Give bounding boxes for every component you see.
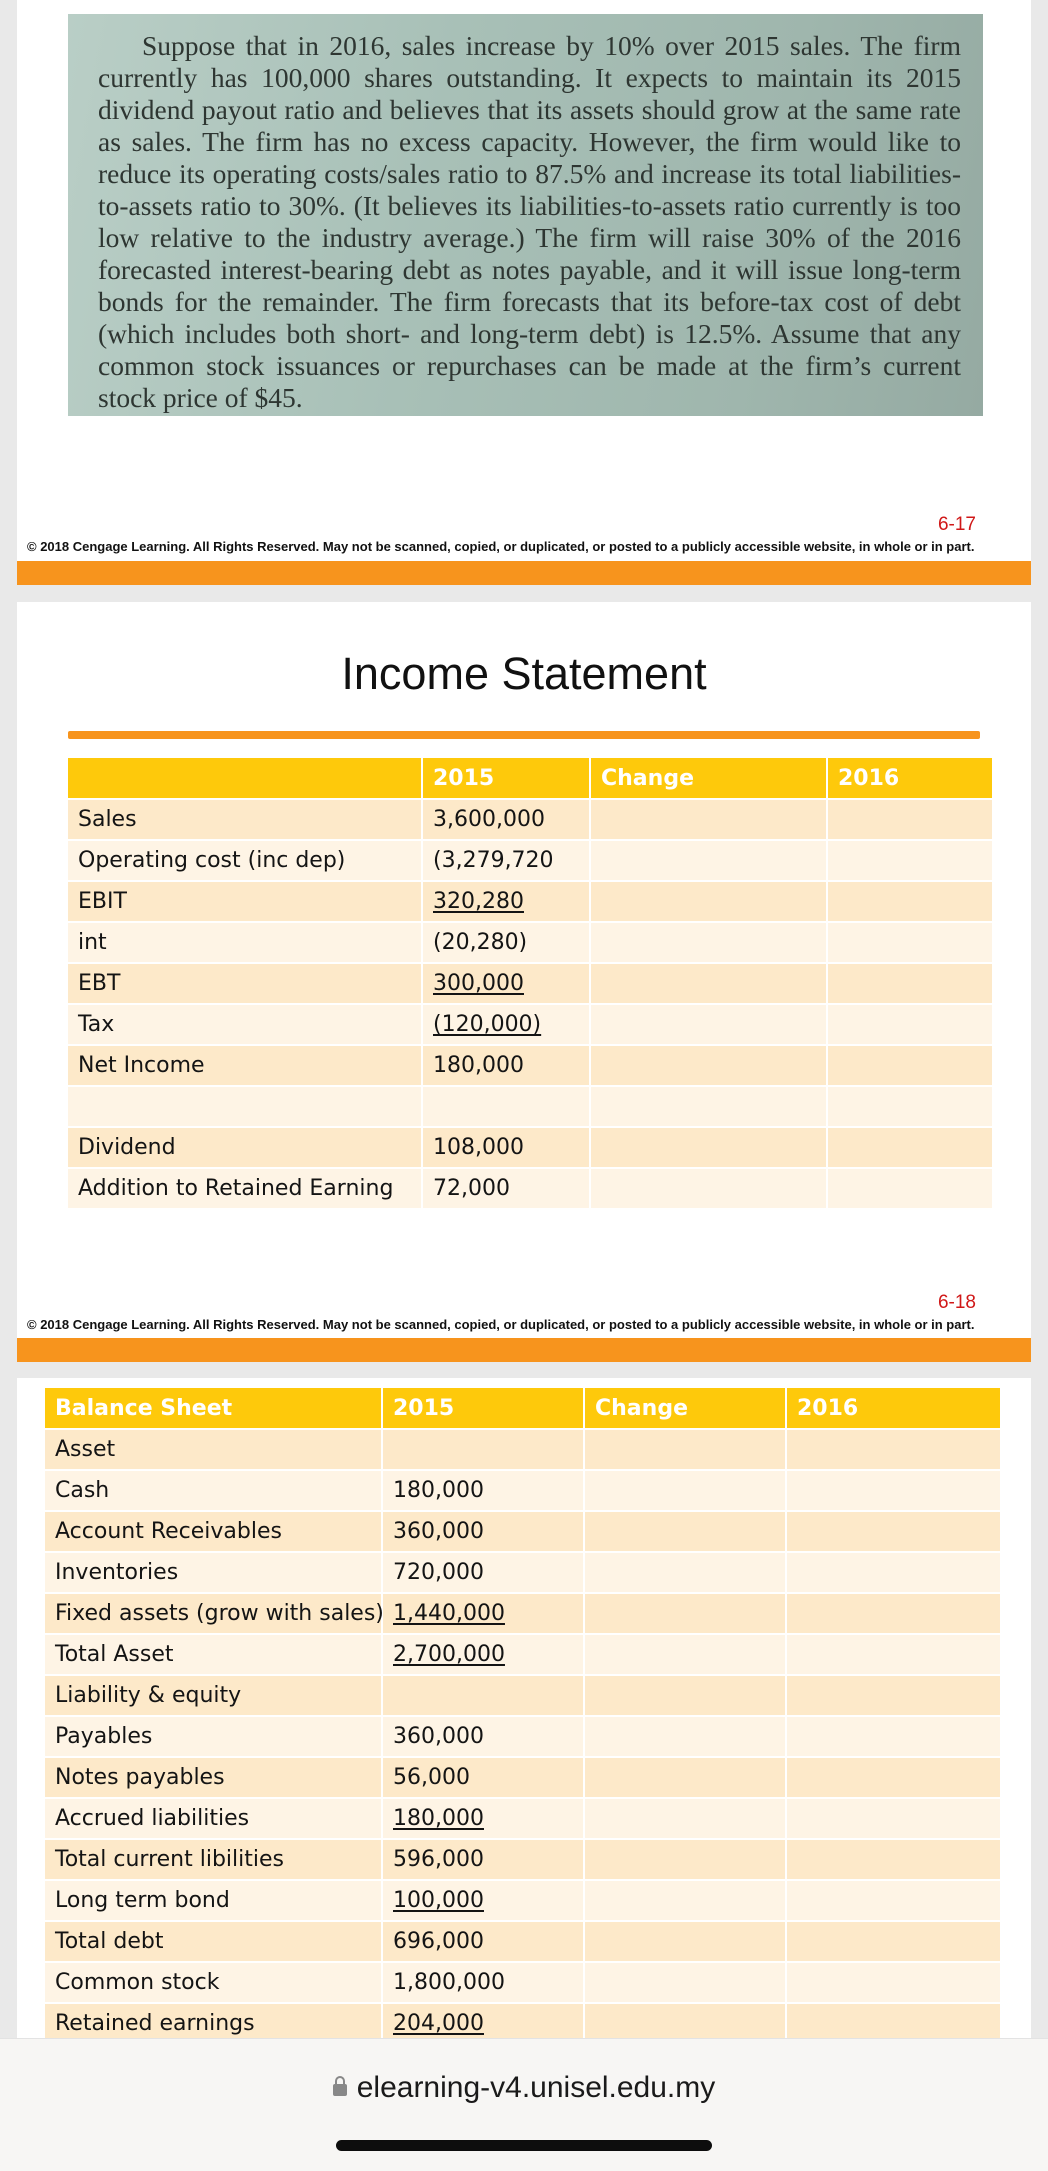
table-row [45, 1470, 1001, 1511]
row-change [590, 1086, 827, 1127]
header-change: Change [584, 1388, 786, 1429]
url-text[interactable]: elearning-v4.unisel.edu.my [356, 2071, 716, 2104]
table-header-row [68, 758, 993, 799]
table-row [45, 1429, 1001, 1470]
balance-sheet-table [45, 1388, 1002, 2038]
row-label: Liability & equity [45, 1675, 382, 1716]
table-row [68, 963, 993, 1004]
browser-bottom-bar [0, 2038, 1048, 2171]
row-2016 [786, 1593, 1001, 1634]
table-row [68, 1045, 993, 1086]
row-2015-value: 204,000 [393, 2011, 484, 2036]
row-label: Common stock [45, 1962, 382, 2003]
row-2015-value: 1,440,000 [393, 1601, 505, 1626]
row-2015 [422, 881, 590, 922]
table-row [45, 1552, 1001, 1593]
lock-icon [333, 2084, 347, 2096]
table-row [68, 922, 993, 963]
header-label [68, 758, 422, 799]
row-2015 [382, 1880, 584, 1921]
table-row [45, 1757, 1001, 1798]
row-2016 [827, 1004, 993, 1045]
row-2016 [827, 922, 993, 963]
table-row [68, 1127, 993, 1168]
row-2015: 72,000 [422, 1168, 590, 1209]
row-2016 [827, 1127, 993, 1168]
table-row [45, 1716, 1001, 1757]
row-label: Fixed assets (grow with sales) [45, 1593, 382, 1634]
table-row [45, 1593, 1001, 1634]
row-2015: 720,000 [382, 1552, 584, 1593]
row-label: Inventories [45, 1552, 382, 1593]
header-label: Balance Sheet [45, 1388, 382, 1429]
row-change [584, 1880, 786, 1921]
row-change [590, 799, 827, 840]
row-change [584, 1634, 786, 1675]
row-label: Notes payables [45, 1757, 382, 1798]
row-2016 [827, 840, 993, 881]
row-2015 [382, 2003, 584, 2038]
row-label: Total current libilities [45, 1839, 382, 1880]
row-change [590, 1004, 827, 1045]
row-change [584, 1757, 786, 1798]
header-change: Change [590, 758, 827, 799]
problem-paragraph: Suppose that in 2016, sales increase by 10% over 2015 sales. The firm currently has 100,000 shares outstanding. It expects to maintain its 2015 dividend payout ratio and believes that its assets should grow at the same rate as sales. The firm has no excess capacity. However, the firm would like to reduce its operating costs/sales ratio to 87.5% and increase its total liabilities-to-assets ratio to 30%. (It believes its liabilities-to-assets ratio currently is too low relative to the industry average.) The firm will raise 30% of the 2016 forecasted interest-bearing debt as notes payable, and it will issue long-term bonds for the remainder. The firm forecasts that its before-tax cost of debt (which includes both short- and long-term debt) is 12.5%. Assume that any common stock issuances or repurchases can be made at the firm’s current stock price of $45. [98, 30, 961, 413]
row-2015-value: (120,000) [433, 1012, 542, 1037]
row-label: Asset [45, 1429, 382, 1470]
table-header-row [45, 1388, 1001, 1429]
row-label: Payables [45, 1716, 382, 1757]
row-label: Long term bond [45, 1880, 382, 1921]
row-change [590, 1045, 827, 1086]
row-2015: 56,000 [382, 1757, 584, 1798]
row-2015: 596,000 [382, 1839, 584, 1880]
row-change [590, 840, 827, 881]
row-label: Sales [68, 799, 422, 840]
row-label [68, 1086, 422, 1127]
table-row [45, 1880, 1001, 1921]
row-2016 [786, 1470, 1001, 1511]
table-row [68, 881, 993, 922]
textbook-photo [68, 14, 983, 416]
row-change [584, 1552, 786, 1593]
row-2016 [786, 1839, 1001, 1880]
row-2015-value: 300,000 [433, 971, 524, 996]
slide-number: 6-18 [937, 1292, 976, 1313]
row-label: EBT [68, 963, 422, 1004]
row-label: Account Receivables [45, 1511, 382, 1552]
row-2015 [382, 1634, 584, 1675]
row-2015: 180,000 [422, 1045, 590, 1086]
row-2015-value: 320,280 [433, 889, 524, 914]
row-2015: 696,000 [382, 1921, 584, 1962]
table-row [45, 1921, 1001, 1962]
row-2015-value: 180,000 [393, 1806, 484, 1831]
row-label: Total debt [45, 1921, 382, 1962]
table-row [68, 1086, 993, 1127]
row-2016 [827, 799, 993, 840]
row-change [584, 1593, 786, 1634]
row-2015: 360,000 [382, 1716, 584, 1757]
row-2015 [382, 1429, 584, 1470]
header-2015: 2015 [422, 758, 590, 799]
footer-bar [17, 1338, 1031, 1362]
slide-6-18 [17, 602, 1031, 1362]
row-2016 [786, 1798, 1001, 1839]
row-change [584, 1798, 786, 1839]
footer-bar [17, 561, 1031, 585]
balance-sheet-slide [17, 1378, 1031, 2038]
table-row [68, 1168, 993, 1209]
row-label: Operating cost (inc dep) [68, 840, 422, 881]
row-change [584, 1470, 786, 1511]
row-label: EBIT [68, 881, 422, 922]
row-2015-value: 100,000 [393, 1888, 484, 1913]
row-label: Total Asset [45, 1634, 382, 1675]
table-row [45, 1511, 1001, 1552]
row-2016 [827, 963, 993, 1004]
row-2015-value: 2,700,000 [393, 1642, 505, 1667]
table-row [68, 799, 993, 840]
row-2016 [786, 2003, 1001, 2038]
row-2016 [786, 1716, 1001, 1757]
table-row [45, 1634, 1001, 1675]
header-2015: 2015 [382, 1388, 584, 1429]
row-change [584, 1962, 786, 2003]
address-bar[interactable] [0, 2071, 1048, 2105]
row-change [590, 1168, 827, 1209]
row-2015: (20,280) [422, 922, 590, 963]
copyright-notice: © 2018 Cengage Learning. All Rights Reserved. May not be scanned, copied, or duplicated, or posted to a publicly accessible website, in whole or in part. [27, 1317, 975, 1332]
row-change [584, 1675, 786, 1716]
table-row [45, 1798, 1001, 1839]
row-2016 [827, 1086, 993, 1127]
row-2015 [382, 1675, 584, 1716]
row-2016 [786, 1675, 1001, 1716]
row-2015: 1,800,000 [382, 1962, 584, 2003]
row-label: Addition to Retained Earning [68, 1168, 422, 1209]
slide-6-17 [17, 0, 1031, 585]
row-2016 [786, 1880, 1001, 1921]
slide-title: Income Statement [341, 648, 707, 699]
row-2016 [786, 1634, 1001, 1675]
row-label: Dividend [68, 1127, 422, 1168]
row-change [590, 881, 827, 922]
row-label: Cash [45, 1470, 382, 1511]
row-2015 [382, 1798, 584, 1839]
row-2016 [786, 1962, 1001, 2003]
slide-number: 6-17 [937, 514, 976, 535]
title-underline [68, 731, 980, 739]
table-row [45, 1675, 1001, 1716]
row-2016 [786, 1757, 1001, 1798]
row-2015: 180,000 [382, 1470, 584, 1511]
header-2016: 2016 [786, 1388, 1001, 1429]
row-change [584, 1839, 786, 1880]
table-row [45, 1962, 1001, 2003]
table-row [45, 2003, 1001, 2038]
row-change [584, 2003, 786, 2038]
row-change [584, 1511, 786, 1552]
income-statement-table [68, 758, 994, 1210]
row-2015: 108,000 [422, 1127, 590, 1168]
table-row [68, 840, 993, 881]
row-2015: (3,279,720 [422, 840, 590, 881]
table-row [45, 1839, 1001, 1880]
row-2015 [382, 1593, 584, 1634]
row-2015: 360,000 [382, 1511, 584, 1552]
row-change [584, 1429, 786, 1470]
row-2015: 3,600,000 [422, 799, 590, 840]
row-2016 [786, 1552, 1001, 1593]
row-2016 [827, 881, 993, 922]
row-2016 [786, 1921, 1001, 1962]
row-change [584, 1716, 786, 1757]
row-label: Tax [68, 1004, 422, 1045]
row-label: Net Income [68, 1045, 422, 1086]
row-2016 [786, 1429, 1001, 1470]
row-label: Retained earnings [45, 2003, 382, 2038]
row-2016 [827, 1045, 993, 1086]
row-2015 [422, 1086, 590, 1127]
header-2016: 2016 [827, 758, 993, 799]
row-change [584, 1921, 786, 1962]
row-2015 [422, 963, 590, 1004]
row-2015 [422, 1004, 590, 1045]
row-2016 [786, 1511, 1001, 1552]
home-indicator[interactable] [336, 2140, 712, 2151]
row-change [590, 1127, 827, 1168]
copyright-notice: © 2018 Cengage Learning. All Rights Reserved. May not be scanned, copied, or duplicated, or posted to a publicly accessible website, in whole or in part. [27, 539, 975, 554]
row-label: int [68, 922, 422, 963]
row-label: Accrued liabilities [45, 1798, 382, 1839]
row-change [590, 963, 827, 1004]
row-2016 [827, 1168, 993, 1209]
table-row [68, 1004, 993, 1045]
row-change [590, 922, 827, 963]
